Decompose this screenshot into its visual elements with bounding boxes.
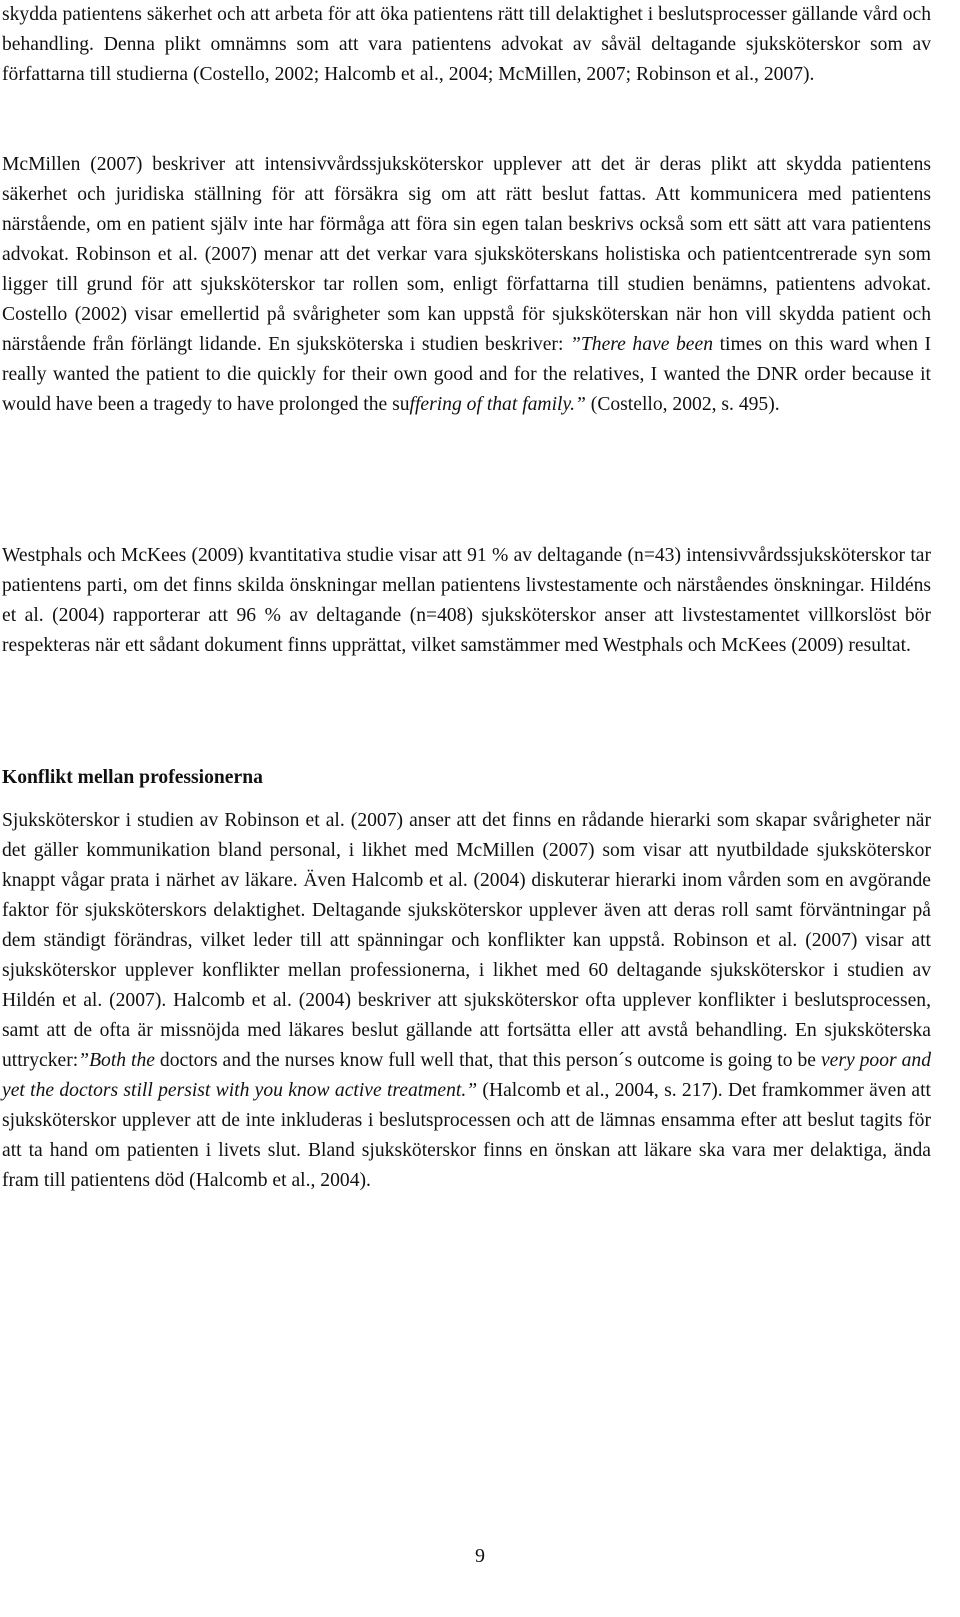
paragraph-advocacy-intro: skydda patientens säkerhet och att arbeta för att öka patientens rätt till delaktighet i beslutsprocesser gällande vård och behandling. Denna plikt omnämns som att vara patientens advokat av såväl deltagande sjuksköterskor som av författarna till studierna (Costello, 2002; Halcomb et al., 2004; McMillen, 2007; Robinson et al., 2007). — [2, 4, 931, 85]
quote-start: ”Both the — [78, 1050, 155, 1071]
quote-end: ffering of that family.” — [409, 394, 586, 415]
citation: (Costello, 2002, s. 495). — [585, 394, 780, 415]
paragraph-text: McMillen (2007) beskriver att intensivvårdssjuksköterskor upplever att det är deras plikt att skydda patientens säkerhet och juridiska ställning för att försäkra sig om att rätt beslut fattas. Att kommunicera med patientens närstående, om en patient själv inte har förmåga att föra sin egen talan beskrivs också som ett sätt att vara patientens advokat. Robinson et al. (2007) menar att det verkar vara sjuksköterskans holistiska och patientcentrerade syn som ligger till grund för att sjuksköterskor tar rollen som, enligt författarna till studien benämns, patientens advokat. Costello (2002) visar emellertid på svårigheter som kan uppstå för sjuksköterskan när hon vill skydda patient och närstående från förlängt lidande. En sjuksköterska i studien beskriver: — [2, 154, 931, 355]
section-heading: Konflikt mellan professionerna — [2, 767, 263, 788]
paragraph-mcmillen — [2, 150, 931, 420]
quote-end: very poor and yet the doctors still persist with you know active treatment.” — [2, 1050, 931, 1101]
paragraph-text-end: (Halcomb et al., 2004, s. 217). Det framkommer även att sjuksköterskor upplever att de inte inkluderas i beslutsprocessen och att de lämnas ensamma efter att beslut tagits för att ta hand om patienten i livets slut. Bland sjuksköterskor finns en önskan att läkare ska vara mer delaktiga, ända fram till patientens död (Halcomb et al., 2004). — [2, 1080, 931, 1191]
paragraph-text: Sjuksköterskor i studien av Robinson et al. (2007) anser att det finns en rådande hierarki som skapar svårigheter när det gäller kommunikation bland personal, i likhet med McMillen (2007) som visar att nyutbildade sjuksköterskor knappt vågar prata i närhet av läkare. Även Halcomb et al. (2004) diskuterar hierarki inom vården som en avgörande faktor för sjuksköterskors delaktighet. Deltagande sjuksköterskor upplever även att deras roll samt förväntningar på dem ständigt förändras, vilket leder till att spänningar och konflikter kan uppstå. Robinson et al. (2007) visar att sjuksköterskor upplever konflikter mellan professionerna, i likhet med 60 deltagande sjuksköterskor i studien av Hildén et al. (2007). Halcomb et al. (2004) beskriver att sjuksköterskor ofta upplever konflikter i beslutsprocessen, samt att de ofta är missnöjda med läkares beslut gällande att fortsätta eller att avstå behandling. En sjuksköterska uttrycker: — [2, 810, 931, 1071]
quote-body: doctors and the nurses know full well that, that this person´s outcome is going to be — [154, 1050, 821, 1071]
quote-start: ”There have been — [563, 334, 713, 355]
quote-body: times on this ward when I really wanted the patient to die quickly for their own good and for the relatives, I wanted the DNR order because it would have been a tragedy to have prolonged the su — [2, 334, 931, 415]
page-number: 9 — [475, 1545, 485, 1567]
paragraph-conflict — [2, 806, 931, 1196]
paragraph-westphal: Westphals och McKees (2009) kvantitativa studie visar att 91 % av deltagande (n=43) intensivvårdssjuksköterskor tar patientens parti, om det finns skilda önskningar mellan patientens livstestamente och närståendes önskningar. Hildéns et al. (2004) rapporterar att 96 % av deltagande (n=408) sjuksköterskor anser att livstestamentet villkorslöst bör respekteras när ett sådant dokument finns upprättat, vilket samstämmer med Westphals och McKees (2009) resultat. — [2, 545, 931, 656]
